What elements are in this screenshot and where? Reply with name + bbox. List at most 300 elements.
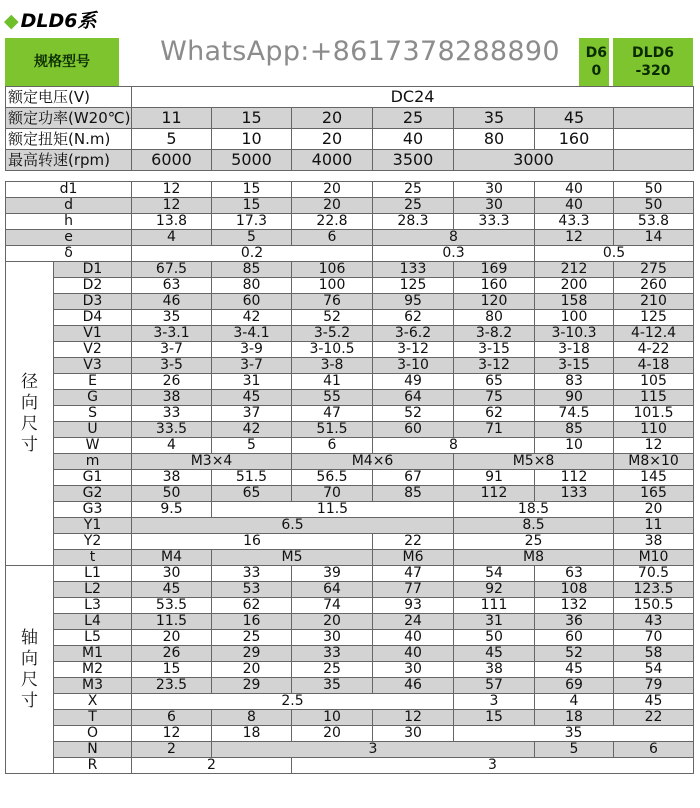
- table-cell: 30: [132, 566, 212, 582]
- table-cell: 12: [132, 182, 212, 198]
- table-cell: 22: [614, 710, 694, 726]
- table-cell: 40: [373, 129, 454, 150]
- table-cell: 38: [132, 470, 212, 486]
- table-cell: 5: [132, 129, 212, 150]
- table-row: [6, 310, 694, 326]
- table-row: [6, 598, 694, 614]
- table-cell: 79: [614, 678, 694, 694]
- table-cell: 8: [212, 710, 292, 726]
- table-cell: 50: [132, 486, 212, 502]
- table-cell: 3-10: [373, 358, 454, 374]
- whatsapp-watermark: WhatsApp:+8617378288890: [150, 22, 570, 80]
- spec-table: [5, 86, 694, 171]
- table-cell: 5: [212, 230, 292, 246]
- table-row: [6, 678, 694, 694]
- table-cell: 4: [132, 230, 212, 246]
- table-row: [6, 726, 694, 742]
- table-cell: M8×10: [614, 454, 694, 470]
- row-label: h: [6, 214, 132, 230]
- table-row: [6, 278, 694, 294]
- table-cell: 120: [454, 294, 535, 310]
- table-cell: 65: [454, 374, 535, 390]
- table-row: [6, 710, 694, 726]
- row-label: E: [54, 374, 132, 390]
- table-cell: 3-7: [132, 342, 212, 358]
- table-cell: M4: [132, 550, 212, 566]
- table-cell: M8: [454, 550, 614, 566]
- table-row: [6, 630, 694, 646]
- table-cell: 75: [454, 390, 535, 406]
- table-cell: 6000: [132, 150, 212, 171]
- row-label: e: [6, 230, 132, 246]
- table-row: [6, 614, 694, 630]
- row-label: L5: [54, 630, 132, 646]
- table-cell: 20: [212, 662, 292, 678]
- table-cell: 85: [535, 422, 614, 438]
- table-cell: 83: [535, 374, 614, 390]
- row-label: Y1: [54, 518, 132, 534]
- table-cell: 133: [373, 262, 454, 278]
- table-cell: 4-12.4: [614, 326, 694, 342]
- row-label: δ: [6, 246, 132, 262]
- table-cell: 64: [292, 582, 373, 598]
- table-cell: [614, 129, 694, 150]
- table-cell: 60: [212, 294, 292, 310]
- table-cell: 3-12: [373, 342, 454, 358]
- row-label: D4: [54, 310, 132, 326]
- row-label: T: [54, 710, 132, 726]
- table-cell: 275: [614, 262, 694, 278]
- table-cell: 42: [212, 422, 292, 438]
- table-cell: 212: [535, 262, 614, 278]
- table-cell: 16: [132, 534, 373, 550]
- table-cell: 6: [614, 742, 694, 758]
- table-cell: 20: [292, 614, 373, 630]
- table-cell: 50: [614, 198, 694, 214]
- table-cell: 53: [212, 582, 292, 598]
- table-cell: 46: [373, 678, 454, 694]
- table-cell: 115: [614, 390, 694, 406]
- table-row: [6, 518, 694, 534]
- table-cell: 11: [132, 108, 212, 129]
- table-cell: 145: [614, 470, 694, 486]
- table-cell: 111: [454, 598, 535, 614]
- table-cell: 90: [535, 390, 614, 406]
- table-cell: 210: [614, 294, 694, 310]
- table-cell: 40: [535, 198, 614, 214]
- table-cell: 150.5: [614, 598, 694, 614]
- table-cell: 54: [614, 662, 694, 678]
- table-cell: 43: [614, 614, 694, 630]
- table-cell: 11: [614, 518, 694, 534]
- table-cell: 3500: [373, 150, 454, 171]
- row-label: V3: [54, 358, 132, 374]
- row-label: Y2: [54, 534, 132, 550]
- table-cell: 169: [454, 262, 535, 278]
- table-row: [6, 150, 694, 171]
- table-cell: 2.5: [132, 694, 454, 710]
- table-row: [6, 342, 694, 358]
- table-cell: 31: [454, 614, 535, 630]
- table-cell: 100: [292, 278, 373, 294]
- table-cell: 52: [535, 646, 614, 662]
- table-cell: 70.5: [614, 566, 694, 582]
- table-cell: 3-10.3: [535, 326, 614, 342]
- table-cell: 3-15: [535, 358, 614, 374]
- table-cell: 46: [132, 294, 212, 310]
- table-cell: 3-3.1: [132, 326, 212, 342]
- table-cell: 58: [614, 646, 694, 662]
- table-cell: 160: [454, 278, 535, 294]
- table-row: [6, 262, 694, 278]
- table-cell: 20: [614, 502, 694, 518]
- table-cell: 10: [535, 438, 614, 454]
- table-cell: 30: [454, 182, 535, 198]
- table-cell: 4000: [292, 150, 373, 171]
- table-cell: 56.5: [292, 470, 373, 486]
- table-cell: 45: [535, 662, 614, 678]
- table-cell: 125: [373, 278, 454, 294]
- table-cell: 5: [212, 438, 292, 454]
- table-cell: 77: [373, 582, 454, 598]
- table-cell: 93: [373, 598, 454, 614]
- table-cell: 45: [454, 646, 535, 662]
- table-cell: 80: [212, 278, 292, 294]
- table-cell: M4×6: [292, 454, 454, 470]
- table-cell: 10: [292, 710, 373, 726]
- table-cell: 160: [535, 129, 614, 150]
- table-cell: 95: [373, 294, 454, 310]
- table-cell: 20: [292, 129, 373, 150]
- table-cell: 42: [212, 310, 292, 326]
- table-cell: 30: [373, 726, 454, 742]
- table-cell: 0.2: [132, 246, 373, 262]
- table-cell: DC24: [132, 87, 694, 108]
- table-cell: 20: [292, 108, 373, 129]
- table-row: [6, 566, 694, 582]
- table-cell: 40: [373, 646, 454, 662]
- table-cell: 3-8: [292, 358, 373, 374]
- row-label: L2: [54, 582, 132, 598]
- table-row: [6, 422, 694, 438]
- table-cell: 12: [132, 726, 212, 742]
- table-cell: 29: [212, 678, 292, 694]
- table-row: [6, 646, 694, 662]
- table-cell: M5: [212, 550, 373, 566]
- table-cell: 80: [454, 310, 535, 326]
- table-cell: 25: [373, 198, 454, 214]
- row-label: 最高转速(rpm): [6, 150, 132, 171]
- table-cell: 20: [292, 182, 373, 198]
- table-cell: 11.5: [132, 614, 212, 630]
- table-cell: 67: [373, 470, 454, 486]
- model-label-header: 规格型号: [5, 38, 119, 86]
- table-cell: 8: [373, 438, 535, 454]
- table-cell: 26: [132, 374, 212, 390]
- row-label: D1: [54, 262, 132, 278]
- row-label: 额定电压(V): [6, 87, 132, 108]
- row-label: V2: [54, 342, 132, 358]
- dimensions-table: [5, 181, 694, 774]
- table-cell: 65: [212, 486, 292, 502]
- table-cell: 60: [373, 422, 454, 438]
- table-cell: 55: [292, 390, 373, 406]
- table-cell: 3000: [454, 150, 614, 171]
- table-cell: 35: [454, 108, 535, 129]
- table-cell: 35: [132, 310, 212, 326]
- table-cell: 3-10.5: [292, 342, 373, 358]
- table-cell: 123.5: [614, 582, 694, 598]
- table-cell: 25: [212, 630, 292, 646]
- table-cell: 3: [212, 742, 535, 758]
- table-cell: 62: [373, 310, 454, 326]
- row-label: G: [54, 390, 132, 406]
- row-label: W: [54, 438, 132, 454]
- table-cell: 49: [373, 374, 454, 390]
- table-cell: 3-9: [212, 342, 292, 358]
- table-cell: 33.3: [454, 214, 535, 230]
- row-label: D2: [54, 278, 132, 294]
- table-row: [6, 182, 694, 198]
- table-cell: 18: [212, 726, 292, 742]
- row-label: M1: [54, 646, 132, 662]
- table-cell: 18: [535, 710, 614, 726]
- table-cell: 45: [132, 582, 212, 598]
- table-cell: 15: [132, 662, 212, 678]
- row-label: M2: [54, 662, 132, 678]
- row-label: d1: [6, 182, 132, 198]
- title-text: DLD6系: [20, 10, 97, 32]
- table-cell: 76: [292, 294, 373, 310]
- table-cell: 2: [132, 758, 292, 774]
- table-row: [6, 470, 694, 486]
- table-cell: 60: [535, 630, 614, 646]
- row-label: t: [54, 550, 132, 566]
- partial-model-header: D6 0: [579, 38, 609, 86]
- table-cell: 53.8: [614, 214, 694, 230]
- table-cell: 30: [292, 630, 373, 646]
- table-cell: 3-8.2: [454, 326, 535, 342]
- table-cell: 18.5: [454, 502, 614, 518]
- table-cell: 22: [373, 534, 454, 550]
- table-cell: 20: [292, 726, 373, 742]
- table-row: [6, 87, 694, 108]
- row-label: U: [54, 422, 132, 438]
- table-row: [6, 758, 694, 774]
- table-cell: 63: [535, 566, 614, 582]
- table-cell: 6: [292, 230, 373, 246]
- table-cell: 45: [535, 108, 614, 129]
- table-cell: 50: [454, 630, 535, 646]
- table-cell: 3-12: [454, 358, 535, 374]
- row-label: M3: [54, 678, 132, 694]
- table-cell: 23.5: [132, 678, 212, 694]
- table-cell: 36: [535, 614, 614, 630]
- table-cell: 41: [292, 374, 373, 390]
- table-cell: 3-7: [212, 358, 292, 374]
- table-cell: 12: [535, 230, 614, 246]
- row-label: O: [54, 726, 132, 742]
- table-cell: 40: [373, 630, 454, 646]
- table-cell: 13.8: [132, 214, 212, 230]
- table-cell: 33: [212, 566, 292, 582]
- table-row: [6, 246, 694, 262]
- table-row: [6, 326, 694, 342]
- table-cell: 51.5: [212, 470, 292, 486]
- table-cell: 50: [614, 182, 694, 198]
- table-cell: 15: [454, 710, 535, 726]
- table-row: [6, 198, 694, 214]
- table-cell: 6.5: [132, 518, 454, 534]
- table-cell: 15: [212, 182, 292, 198]
- row-label: L1: [54, 566, 132, 582]
- table-cell: 33: [292, 646, 373, 662]
- table-cell: 3-4.1: [212, 326, 292, 342]
- table-cell: 133: [535, 486, 614, 502]
- table-cell: M6: [373, 550, 454, 566]
- table-cell: 39: [292, 566, 373, 582]
- table-cell: 40: [535, 182, 614, 198]
- table-cell: 38: [454, 662, 535, 678]
- table-cell: 62: [454, 406, 535, 422]
- table-cell: 105: [614, 374, 694, 390]
- last-model-header: DLD6 -320: [613, 38, 693, 86]
- table-row: [6, 374, 694, 390]
- row-label: 额定功率(W20℃): [6, 108, 132, 129]
- table-cell: 4: [132, 438, 212, 454]
- table-cell: 25: [454, 534, 614, 550]
- table-cell: 101.5: [614, 406, 694, 422]
- table-cell: 4-22: [614, 342, 694, 358]
- table-cell: 12: [614, 438, 694, 454]
- table-cell: 6: [292, 438, 373, 454]
- table-cell: 47: [373, 566, 454, 582]
- table-row: [6, 486, 694, 502]
- table-cell: 92: [454, 582, 535, 598]
- table-cell: 74.5: [535, 406, 614, 422]
- table-cell: M10: [614, 550, 694, 566]
- table-cell: 5000: [212, 150, 292, 171]
- table-cell: 9.5: [132, 502, 212, 518]
- table-cell: 15: [212, 198, 292, 214]
- table-row: [6, 294, 694, 310]
- table-cell: 15: [212, 108, 292, 129]
- table-cell: 30: [454, 198, 535, 214]
- table-cell: 24: [373, 614, 454, 630]
- table-cell: 43.3: [535, 214, 614, 230]
- table-cell: 3-15: [454, 342, 535, 358]
- table-cell: 35: [454, 726, 694, 742]
- table-cell: 85: [212, 262, 292, 278]
- table-cell: 25: [373, 108, 454, 129]
- table-cell: 4: [535, 694, 614, 710]
- table-cell: 38: [614, 534, 694, 550]
- table-cell: 112: [535, 470, 614, 486]
- table-cell: 0.3: [373, 246, 535, 262]
- table-cell: 67.5: [132, 262, 212, 278]
- table-cell: 30: [373, 662, 454, 678]
- row-label: d: [6, 198, 132, 214]
- group-label: [6, 262, 54, 566]
- table-cell: [614, 150, 694, 171]
- table-row: [6, 214, 694, 230]
- table-row: [6, 454, 694, 470]
- row-label: G3: [54, 502, 132, 518]
- row-label: S: [54, 406, 132, 422]
- table-cell: 10: [212, 129, 292, 150]
- table-cell: 3: [292, 758, 694, 774]
- table-cell: 17.3: [212, 214, 292, 230]
- table-cell: 64: [373, 390, 454, 406]
- row-label: V1: [54, 326, 132, 342]
- table-cell: 52: [373, 406, 454, 422]
- table-row: [6, 582, 694, 598]
- table-cell: 165: [614, 486, 694, 502]
- table-cell: 108: [535, 582, 614, 598]
- group-label: [6, 566, 54, 774]
- table-cell: 4-18: [614, 358, 694, 374]
- row-label: 额定扭矩(N.m): [6, 129, 132, 150]
- group-label-text: 轴向尺寸: [21, 627, 38, 711]
- table-cell: 53.5: [132, 598, 212, 614]
- table-cell: 57: [454, 678, 535, 694]
- table-cell: 12: [373, 710, 454, 726]
- group-label-text: 径向尺寸: [21, 371, 38, 455]
- table-row: [6, 438, 694, 454]
- table-cell: 25: [373, 182, 454, 198]
- table-cell: 80: [454, 129, 535, 150]
- table-cell: 112: [454, 486, 535, 502]
- table-cell: 125: [614, 310, 694, 326]
- table-row: [6, 230, 694, 246]
- row-label: X: [54, 694, 132, 710]
- table-row: [6, 534, 694, 550]
- table-cell: 22.8: [292, 214, 373, 230]
- table-cell: 33: [132, 406, 212, 422]
- table-cell: 3-18: [535, 342, 614, 358]
- table-cell: 110: [614, 422, 694, 438]
- table-cell: 62: [212, 598, 292, 614]
- table-cell: 3-6.2: [373, 326, 454, 342]
- table-row: [6, 742, 694, 758]
- table-cell: 158: [535, 294, 614, 310]
- table-cell: 70: [614, 630, 694, 646]
- table-row: [6, 390, 694, 406]
- table-cell: M3×4: [132, 454, 292, 470]
- table-cell: 20: [132, 630, 212, 646]
- table-row: [6, 550, 694, 566]
- table-row: [6, 406, 694, 422]
- table-cell: 63: [132, 278, 212, 294]
- table-cell: 74: [292, 598, 373, 614]
- row-label: G1: [54, 470, 132, 486]
- table-cell: 85: [373, 486, 454, 502]
- table-cell: 3-5: [132, 358, 212, 374]
- table-cell: 25: [292, 662, 373, 678]
- table-cell: 69: [535, 678, 614, 694]
- table-cell: 3-5.2: [292, 326, 373, 342]
- table-row: [6, 694, 694, 710]
- table-cell: 132: [535, 598, 614, 614]
- table-cell: 54: [454, 566, 535, 582]
- table-cell: 0.5: [535, 246, 694, 262]
- table-cell: 100: [535, 310, 614, 326]
- diamond-icon: ◆: [4, 10, 19, 32]
- table-cell: 8.5: [454, 518, 614, 534]
- table-cell: 2: [132, 742, 212, 758]
- row-label: L4: [54, 614, 132, 630]
- table-cell: 3: [454, 694, 535, 710]
